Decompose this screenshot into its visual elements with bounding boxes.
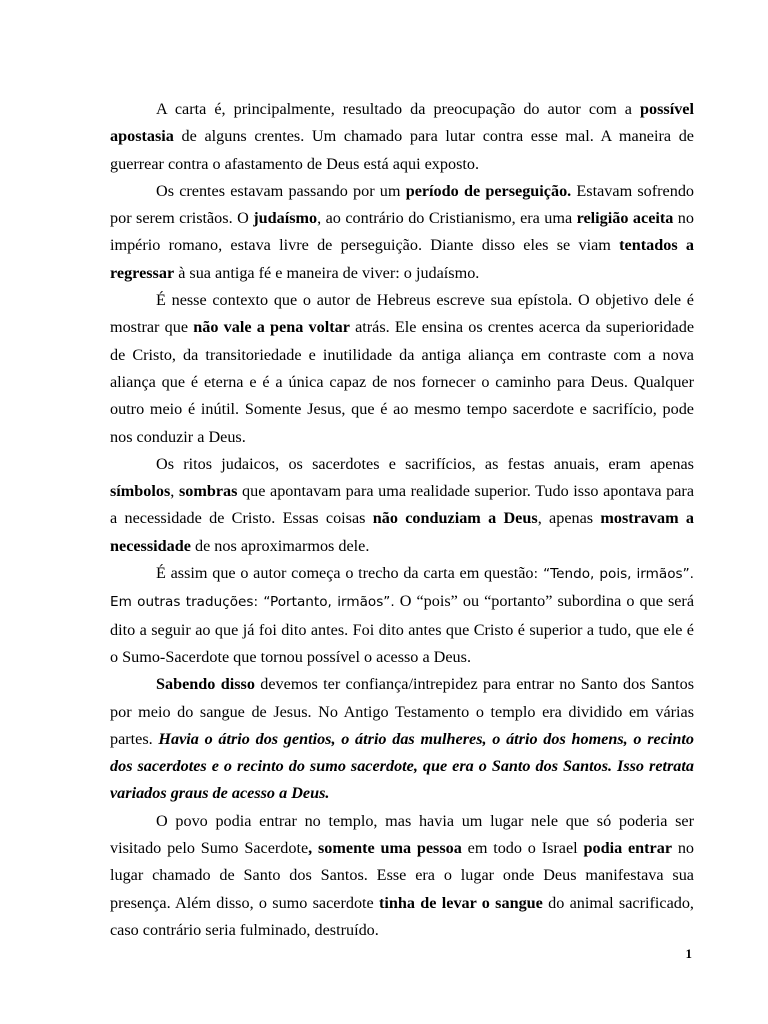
text-run: , apenas [537,509,601,528]
emphasis-run: não vale a pena voltar [193,318,350,337]
emphasis-run: religião aceita [576,209,674,228]
emphasis-run: tentados a regressar [110,236,694,282]
text-run: no império romano, estava livre de perseguição. Diante disso eles se viam [110,209,694,255]
page-number: 1 [685,946,692,961]
text-run: É nesse contexto que o autor de Hebreus escreve sua epístola. O objetivo dele é mostrar que [110,291,694,337]
emphasis-run: podia entrar [583,839,673,858]
paragraph [110,808,694,944]
text-run: de alguns crentes. Um chamado para lutar contra esse mal. A maneira de guerrear contra o afastamento de Deus está aqui exposto. [110,127,694,173]
paragraph [110,287,694,451]
text-run: Os ritos judaicos, os sacerdotes e sacrifícios, as festas anuais, eram apenas [156,454,694,473]
emphasis-run: mostravam a necessidade [110,509,695,555]
emphasis-run: , somente uma pessoa [308,839,462,858]
text-run: de nos aproximarmos dele. [190,536,370,555]
text-run: , [170,482,179,501]
text-run: , ao contrário do Cristianismo, era uma [317,209,577,228]
text-run: Os crentes estavam passando por um [156,181,406,200]
text-run: O povo podia entrar no templo, mas havia um lugar nele que só poderia ser visitado pelo Sumo Sacerdote [110,811,694,858]
emphasis-run: período de perseguição. [405,181,572,200]
emphasis-run: possível apostasia [110,100,694,146]
text-run: atrás. Ele ensina os crentes acerca da superioridade de Cristo, da transitoriedade e inutilidade da antiga aliança em contraste com a nova aliança que é eterna e é a única capaz de nos fornecer o caminho para Deus. Qualquer outro meio é inútil. Somente Jesus, que é ao mesmo tempo sacerdote e sacrifício, pode nos conduzir a Deus. [110,318,695,446]
emphasis-run: sombras [178,482,238,501]
emphasis-run: Havia o átrio dos gentios, o átrio das mulheres, o átrio dos homens, o recinto dos sacerdotes e o recinto do sumo sacerdote, que era o Santo dos Santos. Isso retrata variados graus de acesso a Deus. [110,729,694,803]
emphasis-run: tinha de levar o sangue [379,893,543,912]
text-run: no lugar chamado de Santo dos Santos. Esse era o lugar onde Deus manifestava sua presença. Além disso, o sumo sacerdote [110,839,695,912]
emphasis-run: judaísmo [253,209,318,228]
paragraph [110,671,694,807]
text-run: O “pois” ou “portanto” subordina o que será dito a seguir ao que já foi dito antes. Foi dito antes que Cristo é superior a tudo, que ele é o Sumo-Sacerdote que tornou possível o acesso a Deus. [110,592,695,666]
text-run: em todo o Israel [461,839,584,858]
body-text [110,96,694,944]
paragraph [110,178,694,287]
text-run: devemos ter confiança/intrepidez para entrar no Santo dos Santos por meio do sangue de Jesus. No Antigo Testamento o templo era dividido em várias partes. [110,675,694,748]
paragraph [110,96,694,178]
emphasis-run: Sabendo disso [156,675,255,694]
paragraph [110,451,694,560]
text-run: que apontavam para uma realidade superior. Tudo isso apontava para a necessidade de Cristo. Essas coisas [110,482,695,528]
paragraph [110,560,694,671]
text-run: A carta é, principalmente, resultado da preocupação do autor com a [156,100,641,118]
text-run: Estavam sofrendo por serem cristãos. O [110,181,695,228]
emphasis-run: não conduziam a Deus [372,509,538,528]
quoted-text-run: : “Tendo, pois, irmãos”. Em outras traduções: “Portanto, irmãos”. [110,566,694,611]
emphasis-run: símbolos [110,482,171,501]
text-run: do animal sacrificado, caso contrário seria fulminado, destruído. [110,893,694,939]
text-run: à sua antiga fé e maneira de viver: o judaísmo. [174,263,480,282]
text-run: É assim que o autor começa o trecho da carta em questão [156,564,534,583]
